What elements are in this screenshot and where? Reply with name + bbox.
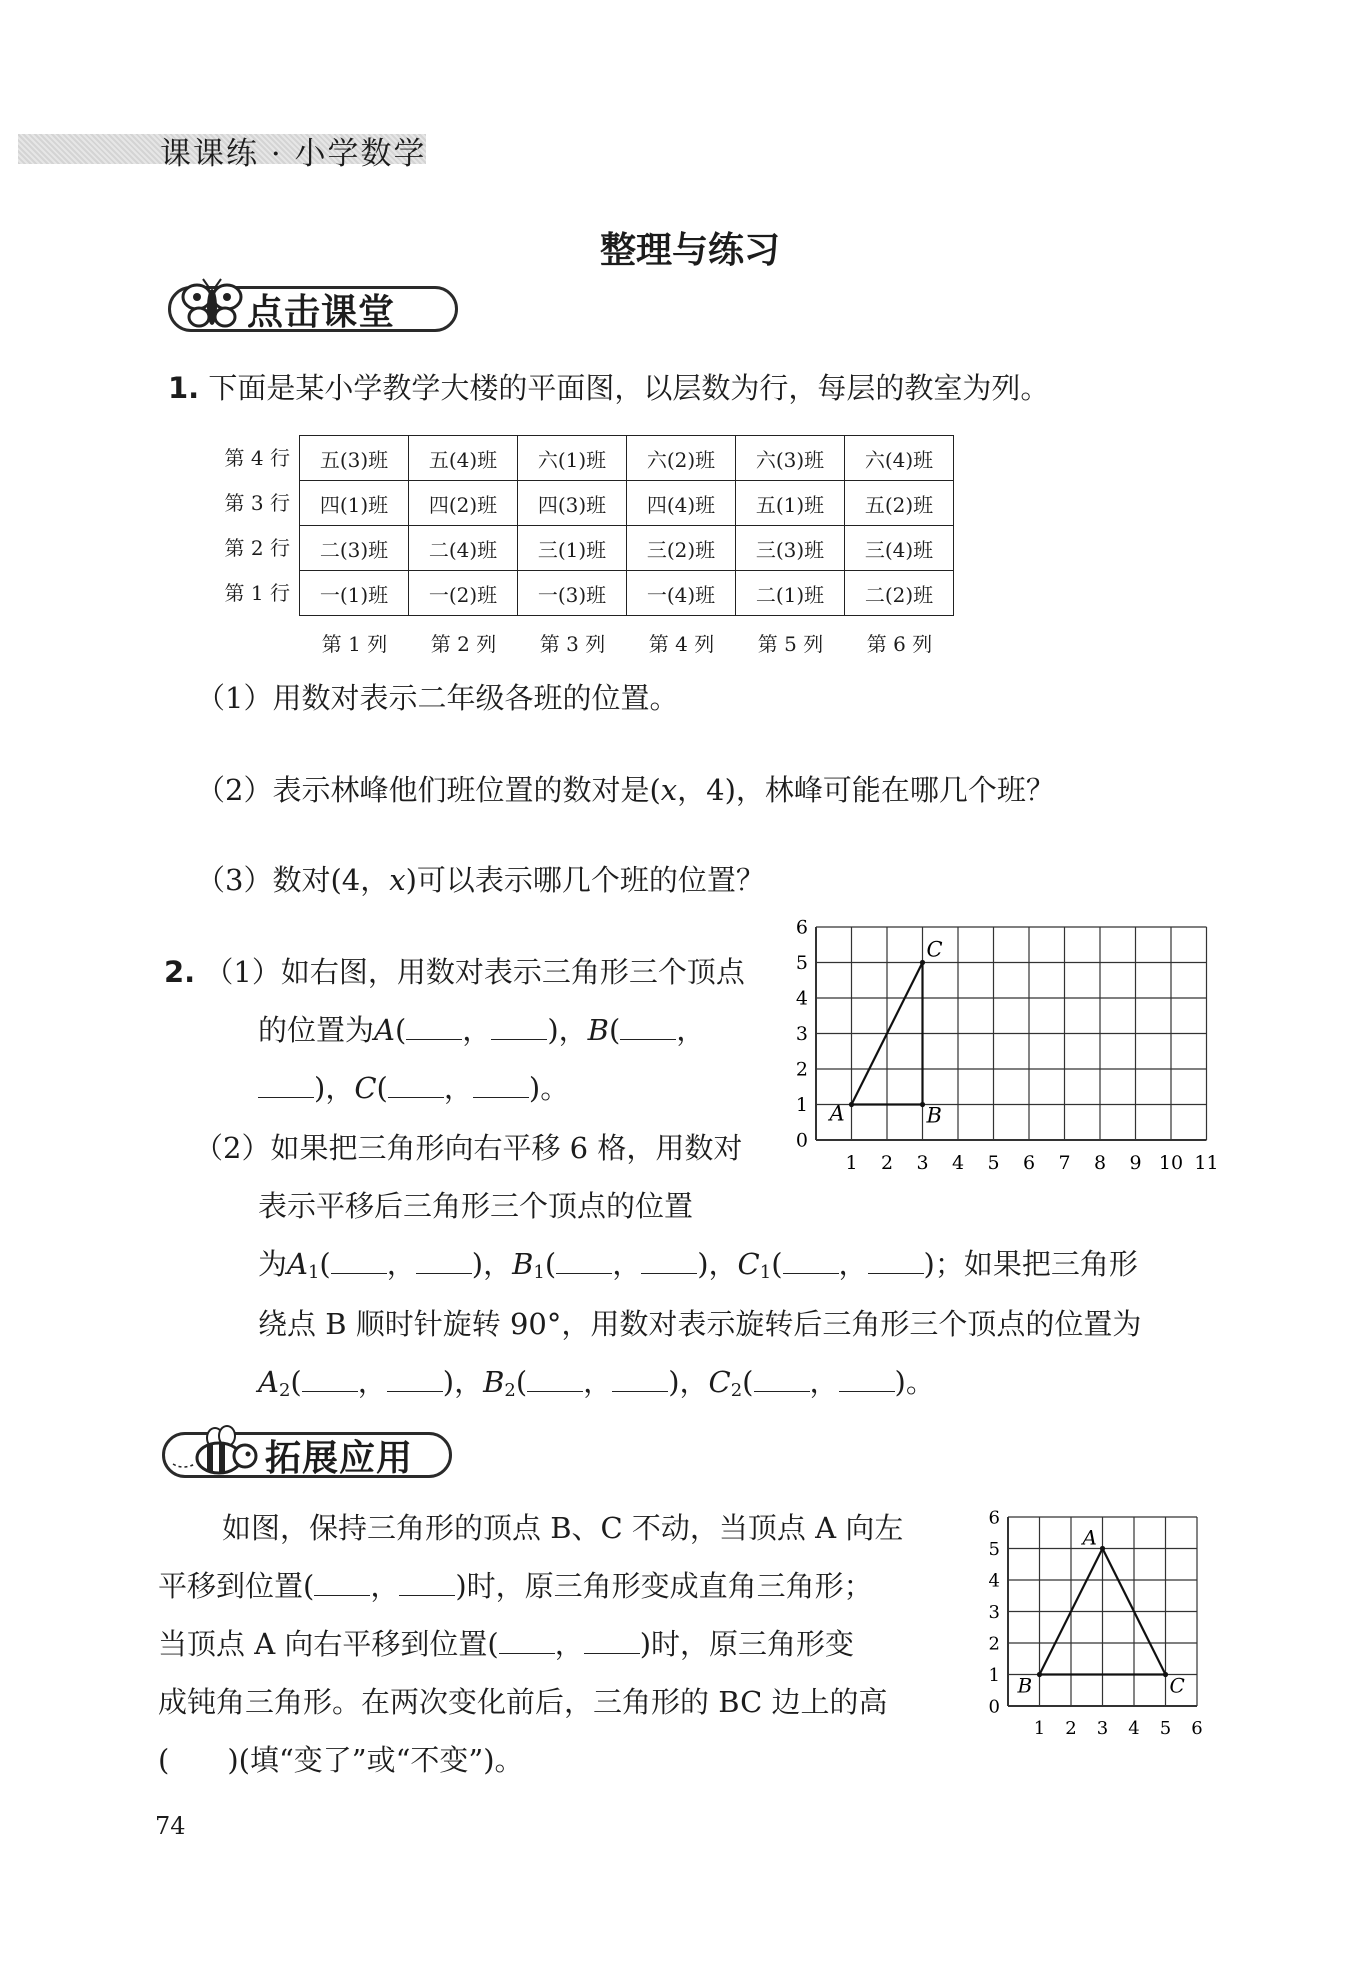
y-tick-label: 2 <box>795 1058 808 1081</box>
x-tick-label: 10 <box>1158 1152 1184 1174</box>
y-tick-label: 4 <box>795 987 808 1010</box>
answer-blank[interactable] <box>556 1244 612 1274</box>
vertex-label: B <box>1017 1673 1033 1698</box>
answer-blank[interactable] <box>641 1244 697 1274</box>
y-tick-label: 4 <box>988 1570 1000 1592</box>
period: 。 <box>905 1365 935 1399</box>
q2-line2: 的位置为A( ， )，B( ， <box>258 1010 705 1050</box>
table-row <box>300 436 954 481</box>
q1-text <box>168 368 1049 408</box>
answer-blank[interactable] <box>620 1010 676 1040</box>
q1-sub2 <box>196 770 1055 810</box>
y-tick-label: 1 <box>795 1094 808 1117</box>
answer-blank[interactable] <box>491 1010 547 1040</box>
col-label: 第 5 列 <box>757 632 824 656</box>
q3-l2a: 平移到位置( <box>158 1569 315 1603</box>
answer-blank[interactable] <box>868 1244 924 1274</box>
x-tick-label: 3 <box>916 1152 929 1174</box>
row-label: 第 3 行 <box>224 491 290 515</box>
table-cell: 三(3)班 <box>736 526 845 571</box>
bee-icon <box>169 1424 265 1480</box>
q2-line1 <box>164 952 745 992</box>
q1-statement: 下面是某小学教学大楼的平面图，以层数为行，每层的教室为列。 <box>208 371 1050 405</box>
q1-number: 1. <box>168 371 200 405</box>
y-tick-label: 6 <box>795 916 808 939</box>
x-tick-label: 6 <box>1191 1718 1203 1739</box>
answer-blank[interactable] <box>406 1010 462 1040</box>
q1-row-labels <box>210 436 290 616</box>
col-label: 第 6 列 <box>866 632 933 656</box>
answer-blank[interactable] <box>527 1362 583 1392</box>
y-tick-label: 6 <box>988 1507 1000 1529</box>
x-tick-label: 1 <box>1033 1718 1046 1739</box>
answer-blank[interactable] <box>399 1566 455 1596</box>
butterfly-icon <box>177 277 247 333</box>
x-tick-label: 4 <box>951 1152 965 1174</box>
table-cell: 一(1)班 <box>300 571 409 616</box>
table-cell: 五(2)班 <box>845 481 954 526</box>
vertex-label: C <box>1169 1673 1185 1698</box>
table-row <box>300 481 954 526</box>
section-banner-2 <box>162 1432 452 1478</box>
q2-l5-tail: ；如果把三角形 <box>934 1247 1138 1281</box>
vertex-point <box>920 1102 925 1107</box>
variable-x: x <box>389 863 406 897</box>
table-cell: 三(2)班 <box>627 526 736 571</box>
vertex-label: C <box>926 937 943 962</box>
table-cell: 五(3)班 <box>300 436 409 481</box>
table-cell: 六(1)班 <box>518 436 627 481</box>
x-tick-label: 5 <box>987 1152 1000 1174</box>
table-cell: 五(4)班 <box>409 436 518 481</box>
header-label: 课课练 · 小学数学 <box>160 136 427 172</box>
x-tick-label: 6 <box>1022 1152 1036 1174</box>
table-cell: 六(3)班 <box>736 436 845 481</box>
q3-l3b: )时，原三角形变 <box>639 1627 855 1661</box>
q1-col-labels <box>300 628 954 657</box>
x-tick-label: 3 <box>1096 1718 1109 1739</box>
answer-blank[interactable] <box>258 1068 314 1098</box>
q1-sub3-b: )可以表示哪几个班的位置？ <box>405 863 765 897</box>
col-label: 第 3 列 <box>539 632 606 656</box>
page-number: 74 <box>155 1812 186 1840</box>
y-tick-label: 5 <box>795 952 808 975</box>
vertex-point <box>1163 1672 1168 1677</box>
table-cell: 四(1)班 <box>300 481 409 526</box>
answer-blank[interactable] <box>839 1362 895 1392</box>
vertex-point <box>1037 1672 1042 1677</box>
y-tick-label: 0 <box>988 1696 1000 1718</box>
table-cell: 二(1)班 <box>736 571 845 616</box>
q2-l4a: （2）如果把三角形向右平移 6 格，用数对 <box>194 1131 743 1165</box>
answer-blank[interactable] <box>473 1068 529 1098</box>
vertex-label: B <box>926 1103 942 1128</box>
table-cell: 三(1)班 <box>518 526 627 571</box>
q3-l5: ( )(填“变了”或“不变”)。 <box>158 1743 524 1777</box>
row-label: 第 2 行 <box>224 536 290 560</box>
q1-sub1: （1）用数对表示二年级各班的位置。 <box>196 681 679 715</box>
q2-number: 2. <box>164 955 196 989</box>
answer-blank[interactable] <box>388 1068 444 1098</box>
q3-coordinate-grid <box>978 1502 1218 1742</box>
x-tick-label: 1 <box>845 1152 858 1174</box>
x-tick-label: 8 <box>1093 1152 1107 1174</box>
table-cell: 二(3)班 <box>300 526 409 571</box>
q2-coordinate-grid <box>782 916 1222 1210</box>
y-tick-label: 3 <box>795 1023 808 1046</box>
q3-l2b: )时，原三角形变成直角三角形； <box>455 1569 873 1603</box>
section-banner-1-label: 点击课堂 <box>247 291 396 333</box>
x-tick-label: 5 <box>1159 1718 1172 1739</box>
classroom-table <box>299 435 954 616</box>
table-cell: 二(2)班 <box>845 571 954 616</box>
q2-line7: $A_2$( ， )，$B_2$( ， )，$C_2$( ， )。 <box>258 1362 935 1411</box>
table-row <box>300 571 954 616</box>
col-label: 第 2 列 <box>430 632 497 656</box>
table-cell: 四(3)班 <box>518 481 627 526</box>
section-banner-1 <box>168 286 458 332</box>
table-cell: 六(4)班 <box>845 436 954 481</box>
x-tick-label: 9 <box>1129 1152 1142 1174</box>
table-cell: 一(2)班 <box>409 571 518 616</box>
table-cell: 一(4)班 <box>627 571 736 616</box>
vertex-point <box>920 960 925 965</box>
x-tick-label: 2 <box>1065 1718 1077 1739</box>
answer-blank[interactable] <box>783 1244 839 1274</box>
answer-blank[interactable] <box>754 1362 810 1392</box>
x-tick-label: 11 <box>1194 1152 1219 1174</box>
col-label: 第 4 列 <box>648 632 715 656</box>
table-cell: 四(4)班 <box>627 481 736 526</box>
q1-sub3 <box>196 860 765 900</box>
q2-line5: 为$A_1$( ， )，$B_1$( ， )，$C_1$( ， )；如果把三角形 <box>258 1244 1138 1293</box>
period: 。 <box>540 1071 570 1105</box>
col-label: 第 1 列 <box>321 632 388 656</box>
answer-blank[interactable] <box>314 1566 370 1596</box>
vertex-label: A <box>829 1101 845 1126</box>
q1-sub3-a: （3）数对(4， <box>196 863 390 897</box>
y-tick-label: 1 <box>988 1664 1000 1686</box>
answer-blank[interactable] <box>331 1244 387 1274</box>
q1-sub2-b: ，4)，林峰可能在哪几个班？ <box>677 773 1055 807</box>
q3-l1: 如图，保持三角形的顶点 B、C 不动，当顶点 A 向左 <box>222 1511 904 1545</box>
answer-blank[interactable] <box>584 1624 640 1654</box>
row-label: 第 4 行 <box>224 446 290 470</box>
y-tick-label: 2 <box>988 1633 1000 1655</box>
q2-l4b: 表示平移后三角形三个顶点的位置 <box>258 1189 694 1223</box>
q3-line3: 当顶点 A 向右平移到位置( ， )时，原三角形变 <box>158 1624 854 1664</box>
answer-blank[interactable] <box>612 1362 668 1392</box>
answer-blank[interactable] <box>387 1362 443 1392</box>
table-cell: 四(2)班 <box>409 481 518 526</box>
row-label: 第 1 行 <box>224 581 290 605</box>
vertex-point <box>1100 1546 1105 1551</box>
q3-l3a: 当顶点 A 向右平移到位置( <box>158 1627 499 1661</box>
x-tick-label: 7 <box>1058 1152 1071 1174</box>
section-banner-2-label: 拓展应用 <box>265 1437 414 1479</box>
answer-blank[interactable] <box>499 1624 555 1654</box>
q3-line2: 平移到位置( ， )时，原三角形变成直角三角形； <box>158 1566 873 1606</box>
table-cell: 六(2)班 <box>627 436 736 481</box>
table-row <box>300 526 954 571</box>
table-cell: 二(4)班 <box>409 526 518 571</box>
variable-x: x <box>660 773 678 807</box>
vertex-label: A <box>1082 1525 1097 1550</box>
q2-l2: 的位置为 <box>258 1013 375 1047</box>
q1-sub2-a: （2）表示林峰他们班位置的数对是( <box>196 773 661 807</box>
q3-l4: 成钝角三角形。在两次变化前后，三角形的 BC 边上的高 <box>158 1685 888 1719</box>
table-cell: 一(3)班 <box>518 571 627 616</box>
y-tick-label: 5 <box>988 1538 1000 1560</box>
page-title: 整理与练习 <box>599 230 780 271</box>
q2-line3: )，C( ， )。 <box>258 1068 569 1108</box>
answer-blank[interactable] <box>416 1244 472 1274</box>
y-tick-label: 0 <box>795 1129 808 1152</box>
answer-blank[interactable] <box>302 1362 358 1392</box>
q2-l6: 绕点 B 顺时针旋转 90°，用数对表示旋转后三角形三个顶点的位置为 <box>258 1307 1142 1341</box>
vertex-point <box>849 1102 854 1107</box>
x-tick-label: 2 <box>880 1152 894 1174</box>
table-cell: 三(4)班 <box>845 526 954 571</box>
table-cell: 五(1)班 <box>736 481 845 526</box>
y-tick-label: 3 <box>988 1601 1000 1623</box>
q2-l1: （1）如右图，用数对表示三角形三个顶点 <box>204 955 745 989</box>
x-tick-label: 4 <box>1128 1718 1140 1739</box>
